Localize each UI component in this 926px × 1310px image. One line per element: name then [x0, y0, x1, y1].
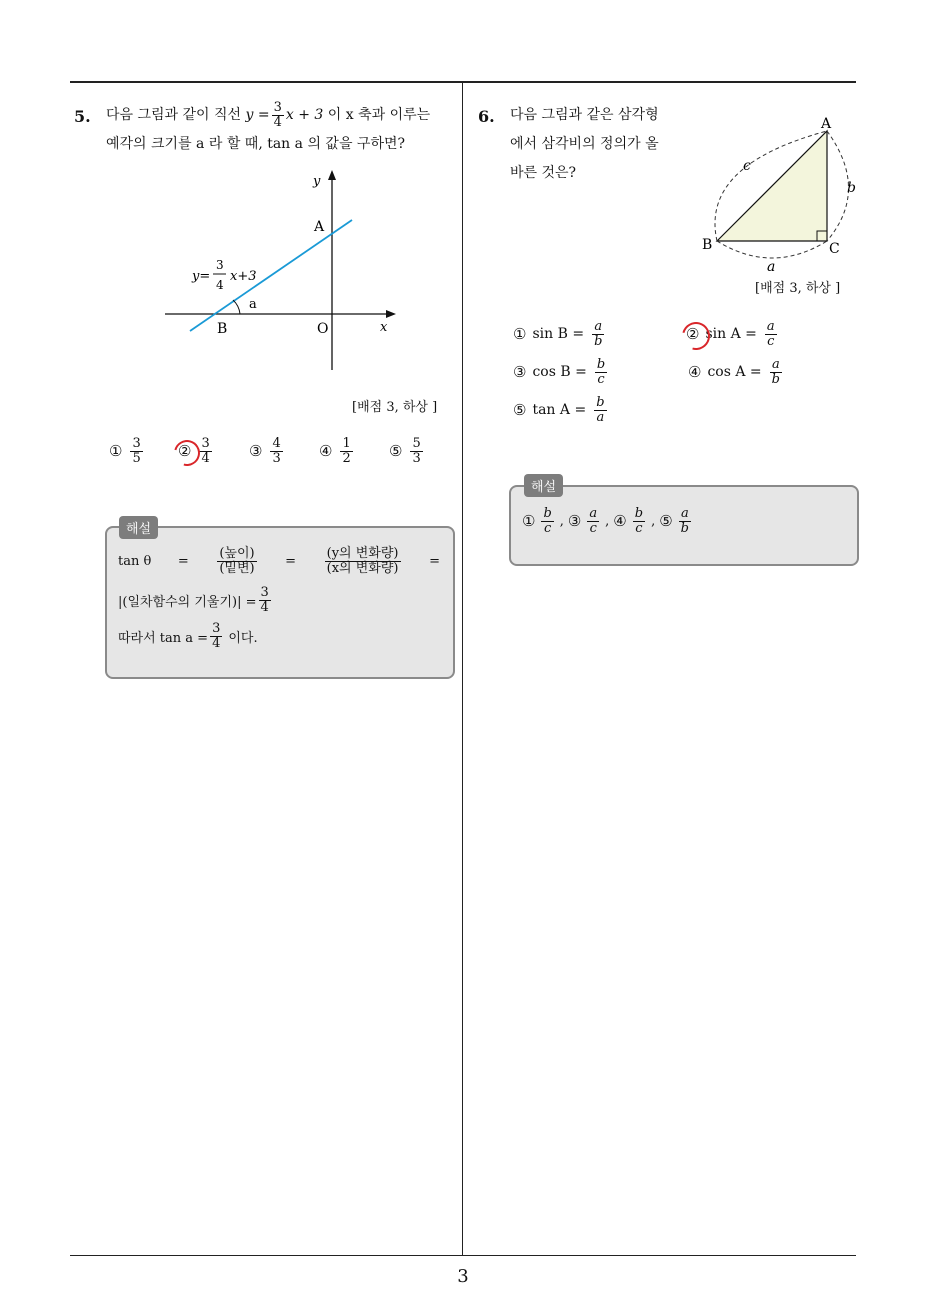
frac-den: (밑변): [219, 560, 255, 576]
choice-frac: [130, 437, 142, 465]
x-axis-label: x: [380, 320, 388, 335]
sol-equals: =: [285, 553, 297, 569]
sol-frac: [633, 507, 645, 535]
frac-den: a: [596, 409, 605, 425]
frac-den: b: [771, 371, 780, 387]
vertex-b-label: B: [702, 237, 713, 253]
q6-triangle-figure: [695, 110, 865, 280]
frac-den: 5: [132, 450, 141, 466]
sol-slope-frac: [259, 586, 271, 614]
triangle: [717, 131, 827, 241]
sol-frac: [541, 507, 553, 535]
q6-text-line3: 바른 것은?: [510, 165, 577, 181]
choice-frac: [765, 320, 777, 348]
frac-num: (높이): [219, 546, 255, 561]
q6-text-line1: 다음 그림과 같은 삼각형: [510, 107, 659, 123]
y-axis-arrow: [328, 170, 336, 180]
line-eq-num: 3: [216, 258, 224, 272]
sol-slope-text: |(일차함수의 기울기)| =: [118, 594, 257, 610]
angle-label: a: [249, 297, 257, 312]
angle-arc: [233, 300, 240, 314]
q5-choice-5[interactable]: [389, 437, 425, 465]
q5-solution-line1: [118, 547, 440, 575]
q5-choice-4[interactable]: [319, 437, 355, 465]
choice-frac: [595, 358, 607, 386]
frac-den: 4: [212, 635, 221, 651]
sol-equals: =: [177, 553, 189, 569]
frac-num: a: [766, 319, 775, 334]
choice-marker: ①: [109, 442, 123, 461]
q5-choice-3[interactable]: [249, 437, 285, 465]
origin-label: O: [317, 321, 329, 337]
frac-num: b: [596, 357, 606, 372]
side-b-brace: [827, 131, 849, 241]
choice-marker: ②: [686, 325, 700, 344]
q5-number: 5.: [74, 107, 91, 126]
sol-marker: ①: [522, 512, 536, 531]
frac-den: 3: [272, 450, 281, 466]
choice-marker: ③: [513, 363, 527, 382]
sol-frac: [587, 507, 599, 535]
line-eq-den: 4: [216, 278, 224, 292]
choice-marker: ④: [688, 363, 702, 382]
frac-num: a: [680, 506, 689, 521]
q5-solution-line3: [118, 622, 258, 650]
q5-eq-frac: [272, 101, 284, 129]
choice-label: tan A =: [532, 402, 587, 419]
vertex-a-label: A: [821, 116, 832, 132]
choice-marker: ②: [178, 442, 192, 461]
q6-number: 6.: [478, 107, 495, 126]
frac-num: 3: [260, 585, 269, 600]
sol-frac: [679, 507, 691, 535]
frac-den: c: [635, 520, 643, 536]
choice-marker: ③: [249, 442, 263, 461]
choice-frac: [270, 437, 282, 465]
frac-den: 3: [412, 450, 421, 466]
frac-den: 4: [201, 450, 210, 466]
frac-den: c: [589, 520, 597, 536]
line-eq-post: x+3: [230, 269, 257, 284]
x-axis-arrow: [386, 310, 396, 318]
q6-solution-tag: 해설: [524, 474, 563, 497]
sol-tan-theta: tan θ: [118, 553, 152, 569]
frac-den: (x의 변화량): [326, 560, 399, 576]
q5-choice-1[interactable]: [109, 437, 145, 465]
frac-den: 2: [342, 450, 351, 466]
point-b-label: B: [217, 321, 228, 337]
sol-frac-height-base: [217, 547, 256, 575]
choice-label: sin A =: [705, 326, 757, 343]
q5-solution-line2: [118, 586, 273, 614]
choice-marker: ④: [319, 442, 333, 461]
q6-choice-5[interactable]: [513, 396, 609, 424]
frac-num: a: [594, 319, 603, 334]
sol-conclusion-pre: 따라서 tan a =: [118, 630, 209, 646]
q6-text-line2: 에서 삼각비의 정의가 올: [510, 136, 659, 152]
q5-graph: [160, 165, 400, 375]
sol-marker: ④: [613, 512, 627, 531]
frac-num: 4: [272, 436, 281, 451]
side-a-label: a: [767, 259, 776, 275]
frac-num: 5: [412, 436, 421, 451]
q6-solution-line: [522, 507, 693, 535]
side-b-label: b: [847, 180, 856, 196]
sol-separator: ,: [559, 513, 564, 529]
sol-frac-change: [325, 547, 401, 575]
q6-choice-1[interactable]: [513, 320, 606, 348]
bottom-rule: [70, 1255, 856, 1256]
q6-choice-4[interactable]: [688, 358, 784, 386]
choice-frac: [340, 437, 352, 465]
frac-den: 4: [260, 599, 269, 615]
sol-marker: ③: [567, 512, 582, 531]
choice-frac: [592, 320, 604, 348]
frac-den: c: [543, 520, 552, 536]
point-a-label: A: [314, 219, 325, 235]
frac-num: a: [771, 357, 780, 372]
frac-num: b: [543, 506, 552, 521]
frac-num: 3: [201, 436, 210, 451]
q5-eq-rest: x + 3: [285, 107, 324, 124]
sol-separator: ,: [605, 513, 610, 529]
q5-eq-num: 3: [273, 100, 282, 115]
top-rule: [70, 81, 856, 83]
sol-separator: ,: [651, 513, 656, 529]
line-eq-pre: y=: [192, 269, 211, 284]
side-c-label: c: [743, 158, 751, 174]
sol-equals: =: [429, 553, 440, 569]
q5-text-line1: [106, 101, 430, 129]
column-divider: [462, 82, 463, 1256]
sol-conclusion-post: 이다.: [228, 630, 258, 646]
choice-frac: [770, 358, 782, 386]
frac-den: b: [594, 333, 603, 349]
y-axis-label: y: [313, 174, 321, 189]
choice-label: cos B =: [532, 364, 587, 381]
frac-den: c: [767, 333, 775, 349]
side-a-brace: [717, 241, 827, 258]
choice-frac: [594, 396, 606, 424]
q5-text-post: 이 x 축과 이루는: [327, 107, 431, 124]
q6-score: [배점 3, 하상 ]: [755, 281, 841, 296]
frac-num: (y의 변화량): [326, 546, 399, 561]
frac-num: a: [589, 506, 598, 521]
sol-conclusion-frac: [210, 622, 222, 650]
choice-marker: ⑤: [513, 401, 527, 420]
choice-frac: [410, 437, 422, 465]
q5-solution-tag: 해설: [119, 516, 158, 539]
frac-num: 1: [342, 436, 351, 451]
choice-marker: ①: [513, 325, 527, 344]
choice-label: cos A =: [707, 364, 762, 381]
page-number: 3: [457, 1266, 469, 1287]
frac-den: c: [597, 371, 605, 387]
choice-marker: ⑤: [389, 442, 403, 461]
frac-num: 3: [212, 621, 221, 636]
frac-num: b: [596, 395, 605, 410]
choice-frac: [199, 437, 211, 465]
q5-eq-den: 4: [273, 114, 282, 130]
frac-den: b: [680, 520, 689, 536]
frac-num: 3: [132, 436, 141, 451]
frac-num: b: [634, 506, 644, 521]
q5-score: [배점 3, 하상 ]: [352, 400, 438, 415]
q5-text-line2: 예각의 크기를 a 라 할 때, tan a 의 값을 구하면?: [106, 136, 405, 152]
choice-label: sin B =: [532, 326, 585, 343]
vertex-c-label: C: [829, 241, 840, 257]
q5-text-pre: 다음 그림과 같이 직선: [106, 107, 242, 124]
q6-choice-3[interactable]: [513, 358, 609, 386]
sol-marker: ⑤: [659, 512, 673, 531]
q5-eq-y: y =: [245, 107, 270, 124]
